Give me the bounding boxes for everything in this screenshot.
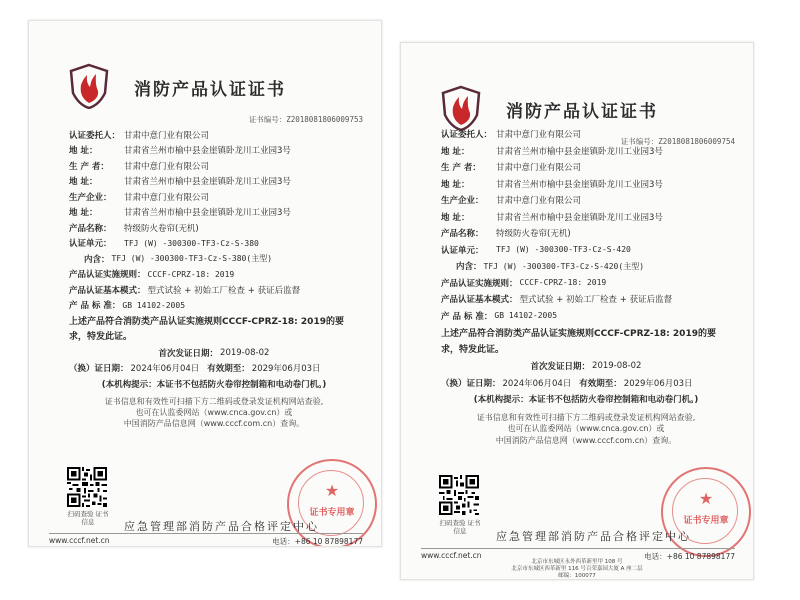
fire-emblem-icon <box>69 63 109 109</box>
field-renew <box>69 361 369 377</box>
field-label: 认证委托人： <box>69 130 121 141</box>
field-value: 2019-08-02 <box>592 361 642 372</box>
field-label: 地 址： <box>441 146 470 157</box>
seal-label: 证书专用章 <box>309 508 355 518</box>
certificate-fields <box>441 126 741 446</box>
field-first-issue <box>69 345 359 361</box>
field-value: 2029年06月03日 <box>623 378 693 389</box>
field-value: 甘肃省兰州市榆中县金崖镇卧龙川工业园3号 <box>124 208 291 219</box>
field-label: 认证单元： <box>69 239 112 250</box>
field-value: 甘肃中意门业有限公司 <box>496 196 582 207</box>
field-label: 认证委托人： <box>441 130 493 141</box>
field-value: 甘肃省兰州市榆中县金崖镇卧龙川工业园3号 <box>496 212 663 223</box>
field-value: 型式试验 + 初始工厂检查 + 获证后监督 <box>519 295 673 306</box>
field-label: （换）证日期： <box>69 364 129 375</box>
field-label: 产品认证实施规则： <box>69 270 146 281</box>
address-line: 北京市东城区永外西革新里甲 108 号 <box>531 559 623 565</box>
issuing-organization: 应急管理部消防产品合格评定中心 <box>496 530 691 543</box>
issuing-organization: 应急管理部消防产品合格评定中心 <box>124 520 319 533</box>
fire-emblem-icon <box>441 85 481 131</box>
field-value: 特级防火卷帘(无机) <box>496 229 571 240</box>
field-label: （换）证日期： <box>441 378 501 389</box>
field-label: 地 址： <box>441 179 470 190</box>
star-icon: ★ <box>324 481 340 500</box>
verification-note <box>441 412 731 447</box>
field-label: 有效期至： <box>579 378 622 389</box>
certificate-disclaimer: (本机构提示：本证书不包括防火卷帘控制箱和电动卷门机。) <box>101 379 327 390</box>
field-label: 内含： <box>84 254 110 265</box>
field-factory-address <box>69 205 369 221</box>
note-line: 证书信息和有效性可扫描下方二维码或登录发证机构网站查验, <box>476 412 696 422</box>
field-label: 产 品 标 准： <box>69 301 121 312</box>
certificate-title: 消防产品认证证书 <box>134 80 286 100</box>
field-label: 产品名称： <box>69 223 112 234</box>
field-value: TFJ (W) -300300-TF3-Cz-S-420(主型) <box>483 261 645 271</box>
field-first-issue <box>441 358 731 375</box>
note-line: 证书信息和有效性可扫描下方二维码或登录发证机构网站查验, <box>104 396 324 406</box>
footer-address <box>401 559 753 580</box>
certificate-number: 证书编号：Z2018081806009753 <box>248 115 363 124</box>
field-label: 首次发证日期： <box>530 362 591 373</box>
field-label: 认证单元： <box>441 245 484 256</box>
certificate-title: 消防产品认证证书 <box>506 102 658 122</box>
field-value: 甘肃省兰州市榆中县金崖镇卧龙川工业园3号 <box>124 177 291 188</box>
field-factory <box>441 192 741 209</box>
field-label: 首次发证日期： <box>158 348 219 359</box>
field-contains <box>69 251 369 267</box>
field-value: 2019-08-02 <box>220 347 270 358</box>
field-value: CCCF-CPRZ-18: 2019 <box>147 269 235 279</box>
field-value: 甘肃中意门业有限公司 <box>124 192 210 203</box>
field-label: 产品名称： <box>441 229 484 240</box>
field-value: TFJ (W) -300300-TF3-Cz-S-380 <box>124 238 259 248</box>
certificate-fields <box>69 127 369 429</box>
field-unit <box>69 236 369 252</box>
certificate-right <box>400 42 754 580</box>
field-value: GB 14102-2005 <box>494 311 558 321</box>
note-line: 也可在认监委网站（www.cnca.gov.cn）或 <box>507 424 665 433</box>
field-value: 2024年06月04日 <box>130 364 200 375</box>
field-value: 甘肃中意门业有限公司 <box>124 130 210 141</box>
seal-label: 证书专用章 <box>683 516 729 526</box>
field-value: CCCF-CPRZ-18: 2019 <box>519 278 607 288</box>
phone-number: 电话：+86 10 87898177 <box>272 537 363 546</box>
field-client-address <box>69 143 369 159</box>
field-contains <box>441 258 741 275</box>
field-client <box>441 126 741 143</box>
postcode: 邮编：100077 <box>558 573 596 579</box>
phone-number: 电话：+86 10 87898177 <box>644 552 735 561</box>
field-label: 地 址： <box>441 212 470 223</box>
field-mode <box>69 282 369 298</box>
address-line: 北京市东城区西革新里 116 号百荣嘉园大厦 A 座二层 <box>511 566 643 572</box>
field-label: 产 品 标 准： <box>441 311 493 322</box>
field-value: GB 14102-2005 <box>122 300 186 310</box>
field-producer-address <box>441 176 741 193</box>
field-factory <box>69 189 369 205</box>
field-value: TFJ (W) -300300-TF3-Cz-S-380(主型) <box>111 254 273 264</box>
field-producer <box>441 159 741 176</box>
qr-code[interactable] <box>67 467 107 507</box>
verification-note <box>69 396 359 429</box>
certificate-number: 证书编号：Z2018081806009754 <box>620 137 735 146</box>
field-value: 2029年06月03日 <box>251 364 321 375</box>
certificate-left <box>28 20 382 547</box>
field-label: 生 产 者： <box>441 163 481 174</box>
qr-caption: 扫码查验 证书信息 <box>439 519 481 535</box>
field-label: 生产企业： <box>441 196 484 207</box>
certificate-statement: 上述产品符合消防类产品认证实施规则CCCF-CPRZ-18: 2019的要求，特发此证。 <box>441 329 716 355</box>
field-value: 甘肃省兰州市榆中县金崖镇卧龙川工业园3号 <box>124 146 291 157</box>
field-value: 甘肃省兰州市榆中县金崖镇卧龙川工业园3号 <box>496 146 663 157</box>
field-value: 甘肃省兰州市榆中县金崖镇卧龙川工业园3号 <box>496 179 663 190</box>
field-unit <box>441 242 741 259</box>
field-label: 地 址： <box>69 177 98 188</box>
field-standard <box>441 308 741 325</box>
field-factory-address <box>441 209 741 226</box>
certificate-disclaimer: (本机构提示：本证书不包括防火卷帘控制箱和电动卷门机。) <box>473 395 699 406</box>
field-producer <box>69 158 369 174</box>
field-value: 2024年06月04日 <box>502 378 572 389</box>
field-value: 甘肃中意门业有限公司 <box>124 161 210 172</box>
note-line: 也可在认监委网站（www.cnca.gov.cn）或 <box>135 407 293 417</box>
field-label: 生产企业： <box>69 192 112 203</box>
website-link[interactable]: www.cccf.net.cn <box>49 536 110 545</box>
field-product <box>441 225 741 242</box>
field-rule <box>69 267 369 283</box>
field-product <box>69 220 369 236</box>
field-label: 有效期至： <box>207 364 250 375</box>
note-line: 中国消防产品信息网（www.cccf.com.cn）查询。 <box>495 435 677 445</box>
field-label: 产品认证基本模式： <box>69 285 146 296</box>
field-label: 内含： <box>456 262 482 273</box>
field-value: 特级防火卷帘(无机) <box>124 223 199 234</box>
field-label: 产品认证实施规则： <box>441 278 518 289</box>
field-mode <box>441 291 741 308</box>
field-label: 产品认证基本模式： <box>441 295 518 306</box>
field-label: 地 址： <box>69 208 98 219</box>
field-client <box>69 127 369 143</box>
field-value: 甘肃中意门业有限公司 <box>496 163 582 174</box>
field-renew <box>441 375 741 392</box>
footer-contact <box>49 533 363 547</box>
certificate-statement: 上述产品符合消防类产品认证实施规则CCCF-CPRZ-18: 2019的要求，特发此证。 <box>69 317 344 342</box>
field-value: 甘肃中意门业有限公司 <box>496 130 582 141</box>
field-rule <box>441 275 741 292</box>
star-icon: ★ <box>698 489 714 508</box>
field-standard <box>69 298 369 314</box>
field-producer-address <box>69 174 369 190</box>
field-value: 型式试验 + 初始工厂检查 + 获证后监督 <box>147 285 301 296</box>
qr-code[interactable] <box>439 475 479 515</box>
note-line: 中国消防产品信息网（www.cccf.com.cn）查询。 <box>123 418 305 428</box>
field-client-address <box>441 143 741 160</box>
field-value: TFJ (W) -300300-TF3-Cz-S-420 <box>496 245 631 255</box>
qr-caption: 扫码查验 证书信息 <box>67 510 109 526</box>
field-label: 地 址： <box>69 146 98 157</box>
field-label: 生 产 者： <box>69 161 109 172</box>
website-link[interactable]: www.cccf.net.cn <box>421 551 482 560</box>
